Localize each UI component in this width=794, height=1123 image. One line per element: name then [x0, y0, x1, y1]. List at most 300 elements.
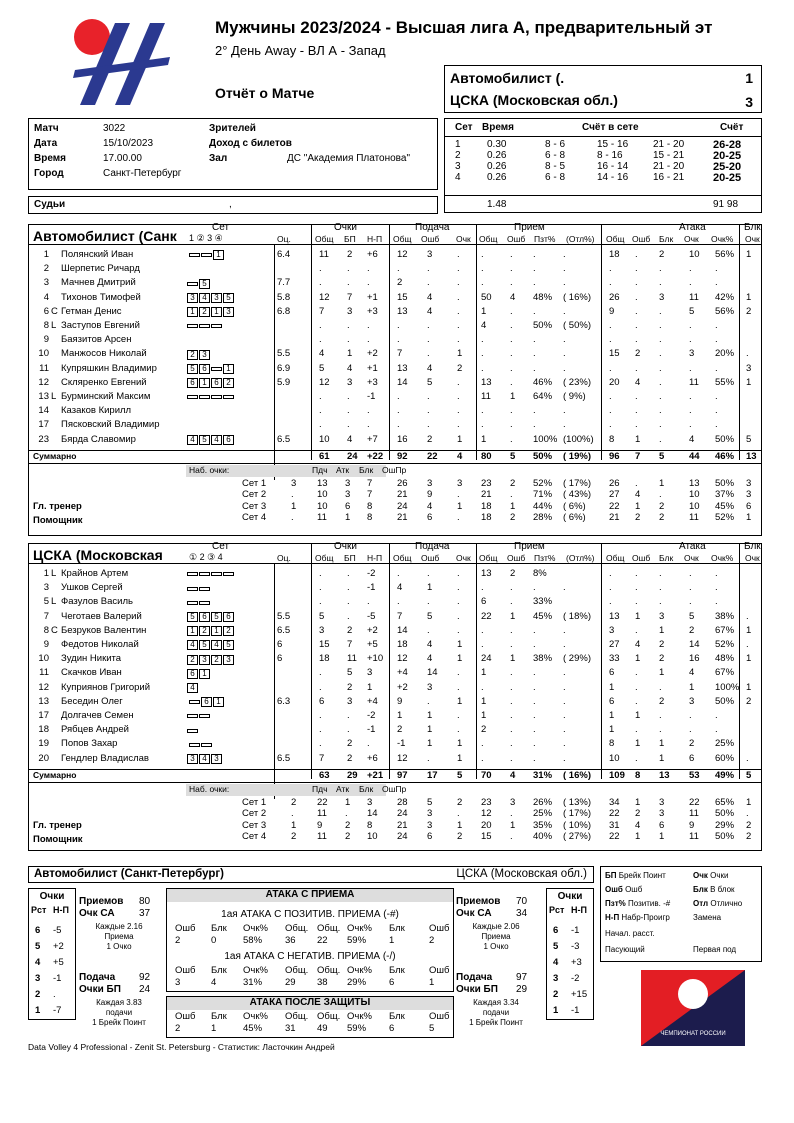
player-name: Рябцев Андрей: [61, 724, 129, 736]
stat-cell: 3: [347, 376, 353, 388]
set-stat-cell: 3: [659, 808, 665, 820]
player-row: [29, 292, 761, 306]
stat-cell: .: [533, 681, 536, 693]
column-group-header: Блк: [744, 222, 761, 233]
stat-cell: .: [347, 263, 350, 275]
column-header: Оц.: [277, 234, 291, 244]
stat-cell: 9: [609, 305, 615, 317]
start-position: 1: [199, 378, 210, 388]
set-stat-cell: 2: [510, 512, 516, 524]
recv-val: 70: [516, 896, 528, 907]
legend-key: Блк: [693, 885, 708, 894]
rotation-title: Очки: [39, 891, 65, 902]
team-name: Автомобилист (Санк: [33, 228, 177, 244]
stat-cell: .: [533, 738, 536, 750]
serve-label: Подача: [456, 972, 493, 983]
set-stat-cell: 2: [635, 808, 641, 820]
match-number: 3022: [103, 123, 126, 134]
player-name: Пясковский Владимир: [61, 419, 160, 431]
stat-cell: +1: [367, 291, 378, 303]
stat-cell: 5.8: [277, 291, 291, 303]
pos-val: 2: [429, 935, 435, 946]
stat-cell: .: [427, 419, 430, 431]
stat-cell: .: [689, 724, 692, 736]
stat-cell: 1: [427, 738, 433, 750]
stat-cell: 5.5: [277, 348, 291, 360]
stat-cell: .: [563, 624, 566, 636]
stat-cell: .: [427, 752, 430, 764]
stat-cell: .: [457, 610, 460, 622]
stat-cell: .: [427, 624, 430, 636]
player-name: Купряшкин Владимир: [61, 362, 157, 374]
set-cell: 26-28: [713, 139, 742, 151]
stat-cell: .: [510, 305, 513, 317]
set-cell: 0.26: [487, 161, 507, 172]
column-header: Ошб: [421, 553, 440, 563]
stat-cell: .: [457, 582, 460, 594]
player-name: Мачнев Дмитрий: [61, 277, 136, 289]
set-positions: [189, 739, 213, 750]
stat-cell: .: [635, 695, 638, 707]
stat-cell: 3: [427, 249, 433, 260]
start-position: 1: [211, 307, 222, 317]
set-stat-cell: 50%: [715, 808, 735, 820]
stat-cell: .: [563, 738, 566, 750]
set-cell: 25-20: [713, 161, 742, 173]
stat-cell: 2: [457, 362, 463, 374]
set-stat-row: [29, 501, 761, 512]
column-header: (Отл%): [566, 234, 595, 244]
legend-desc: Очки: [707, 871, 729, 880]
set-stat-cell: 1: [510, 819, 516, 831]
recv-label: Приемов: [79, 896, 124, 907]
sets-table: [444, 118, 762, 213]
player-name: Бурминский Максим: [61, 391, 151, 402]
column-group-header: Блк: [744, 541, 761, 552]
stat-cell: 2: [689, 624, 695, 636]
column-header: Общ: [479, 234, 498, 244]
stat-cell: 1: [659, 667, 665, 679]
stat-cell: .: [659, 433, 662, 445]
sets-header: Сет: [455, 122, 473, 133]
set-stat-cell: Сет 3: [242, 819, 267, 831]
set-stat-row: [29, 831, 761, 842]
set-positions: [187, 583, 211, 594]
stat-cell: 5.5: [277, 610, 291, 622]
column-header: Очк: [745, 234, 760, 244]
start-position: 2: [223, 626, 234, 636]
attack-col: Ошб: [175, 1011, 196, 1022]
stat-cell: 64%: [533, 391, 553, 402]
rotation-col: Н-П: [571, 905, 587, 915]
player-row: [29, 596, 761, 610]
stat-cell: 1: [746, 653, 752, 665]
rotation-col: Рст: [549, 905, 565, 915]
stat-cell: .: [635, 277, 638, 289]
stat-cell: 1: [659, 738, 665, 750]
set-positions: [187, 612, 235, 623]
stat-cell: .: [563, 582, 566, 594]
attack-col: Очк%: [243, 965, 268, 976]
set-stat-cell: 4: [635, 819, 641, 831]
attack-col: Очк%: [347, 965, 372, 976]
stat-cell: .: [319, 596, 322, 608]
set-stat-cell: 6: [427, 831, 433, 843]
ochsa-label: Очк СА: [79, 908, 115, 919]
stat-cell: 6: [277, 653, 283, 665]
bp-val: 29: [516, 984, 528, 995]
stat-cell: 12: [397, 249, 408, 260]
column-header: Общ: [315, 234, 334, 244]
set-stat-cell: 4: [635, 489, 641, 501]
set-stat-cell: 10: [317, 500, 328, 512]
nab-label: Наб. очки:: [189, 464, 230, 475]
stat-cell: 6.5: [277, 752, 291, 764]
set-stat-cell: 1: [291, 500, 297, 512]
stat-cell: .: [533, 277, 536, 289]
set-stat-cell: 9: [317, 819, 323, 831]
stat-cell: .: [457, 320, 460, 331]
stat-cell: 1: [635, 610, 641, 622]
set-stat-cell: 1: [635, 831, 641, 843]
stat-cell: .: [563, 334, 566, 346]
stat-cell: .: [347, 391, 350, 402]
stat-cell: 2: [510, 568, 516, 579]
set-stat-cell: 1: [345, 512, 351, 524]
match-info: [28, 118, 438, 190]
nab-header: [186, 783, 407, 796]
set-stat-cell: 35%: [533, 819, 553, 831]
column-header: Ошб: [507, 234, 526, 244]
player-number: 4: [43, 291, 49, 303]
summary-cell: 44: [689, 450, 700, 462]
attack-col: Общ.: [285, 1011, 309, 1022]
sub-marker: [201, 253, 212, 257]
column-header: Оц.: [277, 553, 291, 563]
legend-desc: В блок: [707, 885, 735, 894]
stat-cell: .: [397, 320, 400, 331]
stat-cell: .: [510, 695, 513, 707]
assistant-label: Помощник: [33, 833, 83, 845]
pos-val: 59%: [347, 935, 367, 946]
stat-cell: .: [427, 263, 430, 275]
summary-cell: 17: [427, 769, 438, 781]
match-time: 17.00.00: [103, 153, 142, 164]
stat-cell: .: [397, 263, 400, 275]
recv-label: Приемов: [456, 896, 501, 907]
stat-cell: .: [635, 263, 638, 275]
stat-cell: 1: [457, 433, 463, 445]
set-stat-cell: .: [291, 489, 294, 501]
set-stat-cell: 11: [317, 831, 327, 843]
stat-cell: .: [457, 263, 460, 275]
sub-marker: [187, 729, 198, 733]
sub-marker: [187, 714, 198, 718]
summary-cell: 24: [347, 450, 358, 462]
coach-label: Гл. тренер: [33, 819, 82, 831]
stat-cell: .: [319, 391, 322, 402]
set-positions: [187, 278, 211, 289]
set-stat-cell: 8: [367, 500, 373, 512]
bottom-team2: ЦСКА (Московская обл.): [456, 868, 587, 880]
stat-cell: 3: [347, 695, 353, 707]
start-position: 2: [199, 626, 210, 636]
ochsa-val: 34: [516, 908, 528, 919]
set-cell: 20-25: [713, 150, 742, 162]
set-stat-cell: 25%: [533, 808, 553, 820]
set-positions: [187, 640, 235, 651]
stat-cell: .: [347, 568, 350, 579]
stat-cell: 27: [609, 639, 620, 650]
stat-cell: 13: [609, 610, 620, 622]
stat-cell: 1: [635, 710, 641, 721]
pos-val: 36: [285, 935, 296, 946]
nab-col: ОшПр: [382, 464, 407, 475]
stat-cell: 4: [319, 348, 325, 360]
set-stat-cell: 21: [397, 512, 408, 524]
set-stat-cell: 21: [481, 489, 492, 501]
rotation-num: 1: [553, 1005, 559, 1016]
stat-cell: .: [533, 419, 536, 431]
set-stat-cell: 22: [317, 796, 328, 808]
stat-cell: .: [609, 596, 612, 608]
recv-val: 80: [139, 896, 151, 907]
stat-cell: ( 50%): [563, 320, 591, 331]
nab-col: Пдч: [312, 464, 328, 475]
score-box: [444, 65, 762, 113]
set-stat-cell: 14: [367, 808, 378, 820]
stat-cell: .: [427, 596, 430, 608]
stat-cell: .: [427, 568, 430, 579]
start-position: 3: [223, 307, 234, 317]
defense-title: АТАКА ПОСЛЕ ЗАЩИТЫ: [167, 997, 453, 1010]
set-stat-cell: 22: [609, 500, 620, 512]
attack-col: Общ.: [285, 923, 309, 934]
stat-cell: .: [397, 391, 400, 402]
each-note: Каждая 3.34: [473, 998, 519, 1007]
stat-cell: 1: [510, 391, 516, 402]
sub-marker: [199, 324, 210, 328]
stat-cell: .: [481, 277, 484, 289]
total-score: 91 98: [713, 199, 739, 210]
stat-cell: .: [457, 724, 460, 736]
set-cell: 21 - 20: [653, 139, 685, 150]
stat-cell: 1: [635, 653, 641, 665]
attack-col: Блк: [389, 923, 405, 934]
set-stat-cell: 3: [746, 489, 752, 501]
stat-cell: .: [563, 667, 566, 679]
sub-marker: [187, 324, 198, 328]
start-position: 1: [211, 626, 222, 636]
stat-cell: .: [689, 405, 692, 417]
summary-cell: 22: [427, 450, 438, 462]
start-position: 1: [199, 669, 210, 679]
rotation-num: 3: [35, 973, 41, 984]
set-stat-cell: 27: [609, 489, 620, 501]
start-position: 3: [187, 754, 198, 764]
legend-item: [693, 913, 721, 922]
set-cell: 0.26: [487, 172, 507, 183]
set-cell: 16 - 21: [653, 172, 685, 183]
pos-val: 2: [175, 935, 181, 946]
player-number: 5: [43, 596, 49, 608]
stat-cell: .: [347, 334, 350, 346]
stat-cell: 7: [347, 291, 353, 303]
column-header: Н-П: [367, 553, 383, 563]
sub-marker: [223, 572, 234, 576]
rotation-num: 6: [35, 925, 41, 936]
set-stat-cell: 2: [635, 512, 641, 524]
attack-col: Общ.: [317, 965, 341, 976]
stat-cell: .: [481, 624, 484, 636]
set-stat-cell: 11: [317, 808, 327, 820]
stat-cell: .: [635, 305, 638, 317]
stat-cell: 2: [347, 738, 353, 750]
stat-cell: .: [319, 710, 322, 721]
player-name: Чеготаев Валерий: [61, 610, 142, 622]
player-name: Ушков Сергей: [61, 582, 123, 594]
player-row: [29, 724, 761, 738]
set-cell: 20-25: [713, 172, 742, 184]
set-stat-cell: 1: [510, 500, 516, 512]
summary-row: [29, 769, 761, 783]
stat-cell: 3: [689, 695, 695, 707]
stat-cell: 14: [397, 376, 408, 388]
stat-cell: .: [533, 667, 536, 679]
set-stat-row: [29, 808, 761, 819]
player-row: [29, 696, 761, 710]
player-name: Бярда Славомир: [61, 433, 136, 445]
set-stat-cell: ( 6%): [563, 500, 586, 512]
set-stat-cell: .: [510, 489, 513, 501]
set-stat-cell: 3: [367, 796, 373, 808]
stat-cell: .: [635, 667, 638, 679]
stat-cell: .: [481, 752, 484, 764]
player-row: [29, 582, 761, 596]
summary-cell: 96: [609, 450, 620, 462]
stat-cell: +10: [367, 653, 384, 665]
judges-box: [28, 196, 438, 214]
player-role: L: [51, 320, 57, 331]
stat-cell: .: [533, 582, 536, 594]
player-name: Гетман Денис: [61, 305, 122, 317]
total-time: 1.48: [487, 199, 507, 210]
stat-cell: .: [457, 405, 460, 417]
stat-cell: .: [427, 391, 430, 402]
team2-sets: 3: [745, 94, 753, 110]
player-row: [29, 277, 761, 291]
rotation-val: -5: [53, 925, 62, 936]
stat-cell: 52%: [715, 639, 735, 650]
stat-cell: .: [427, 320, 430, 331]
player-number: 13: [38, 695, 49, 707]
stat-cell: .: [510, 681, 513, 693]
stat-cell: 1: [457, 752, 463, 764]
set-stat-cell: 65%: [715, 796, 735, 808]
stat-cell: -5: [367, 610, 376, 622]
set-stat-cell: 20: [481, 819, 492, 831]
stat-cell: .: [715, 724, 718, 736]
set-stat-cell: 26%: [533, 796, 553, 808]
stat-cell: ( 29%): [563, 653, 591, 665]
stat-cell: .: [689, 277, 692, 289]
def-val: 1: [211, 1023, 217, 1034]
legend-desc: Позитив. -#: [625, 899, 671, 908]
stat-cell: .: [397, 405, 400, 417]
stat-cell: 18: [397, 639, 408, 650]
stat-cell: 22: [481, 610, 492, 622]
player-role: L: [51, 568, 57, 579]
summary-cell: 70: [481, 769, 492, 781]
start-position: 3: [199, 655, 210, 665]
stat-cell: 2: [397, 724, 403, 736]
stat-cell: +4: [397, 667, 408, 679]
stat-cell: 24: [481, 653, 492, 665]
stat-cell: .: [659, 724, 662, 736]
set-stat-cell: 18: [481, 512, 492, 524]
stat-cell: 1: [689, 681, 695, 693]
stat-cell: 14: [427, 667, 438, 679]
column-header: Очк: [456, 553, 471, 563]
sub-marker: [199, 601, 210, 605]
stat-cell: 6.5: [277, 624, 291, 636]
set-stat-cell: 52%: [715, 512, 735, 524]
set-stat-cell: Сет 3: [242, 500, 267, 512]
stat-cell: 8: [609, 433, 615, 445]
summary-cell: +22: [367, 450, 384, 462]
stat-cell: .: [746, 348, 749, 360]
player-number: 2: [43, 263, 49, 275]
start-position: 4: [211, 435, 222, 445]
nab-col: Атк: [336, 783, 350, 794]
sub-marker: [211, 395, 222, 399]
divider: [445, 195, 761, 196]
stat-cell: 10: [689, 249, 700, 260]
report-title: Отчёт о Матче: [215, 85, 315, 101]
stat-cell: .: [609, 334, 612, 346]
set-stat-cell: .: [291, 808, 294, 820]
stat-cell: .: [510, 624, 513, 636]
stat-cell: 56%: [715, 305, 735, 317]
set-stat-cell: 21: [397, 489, 408, 501]
stat-cell: .: [533, 305, 536, 317]
stat-cell: 1: [481, 305, 487, 317]
stat-cell: .: [319, 277, 322, 289]
stat-cell: 5.9: [277, 376, 291, 388]
set-stat-cell: 7: [367, 489, 373, 501]
start-position: 3: [199, 350, 210, 360]
stat-cell: +6: [367, 249, 378, 260]
rotation-num: 6: [553, 925, 559, 936]
brand-text: ЧЕМПИОНАТ РОССИИ: [660, 1031, 726, 1037]
stat-cell: .: [319, 582, 322, 594]
player-name: Скачков Иван: [61, 667, 122, 679]
stat-cell: .: [635, 291, 638, 303]
column-header: Н-П: [367, 234, 383, 244]
stat-cell: ( 9%): [563, 391, 586, 402]
attack-col: Блк: [211, 923, 227, 934]
stat-cell: 8%: [533, 568, 547, 579]
column-group-header: Сет: [212, 222, 230, 233]
stat-cell: .: [481, 249, 484, 260]
player-number: 18: [38, 724, 49, 736]
player-name: Попов Захар: [61, 738, 118, 750]
stat-cell: .: [609, 405, 612, 417]
stat-cell: 6: [319, 695, 325, 707]
stat-cell: .: [715, 405, 718, 417]
stat-cell: .: [347, 610, 350, 622]
player-name: Шерпетис Ричард: [61, 263, 140, 275]
